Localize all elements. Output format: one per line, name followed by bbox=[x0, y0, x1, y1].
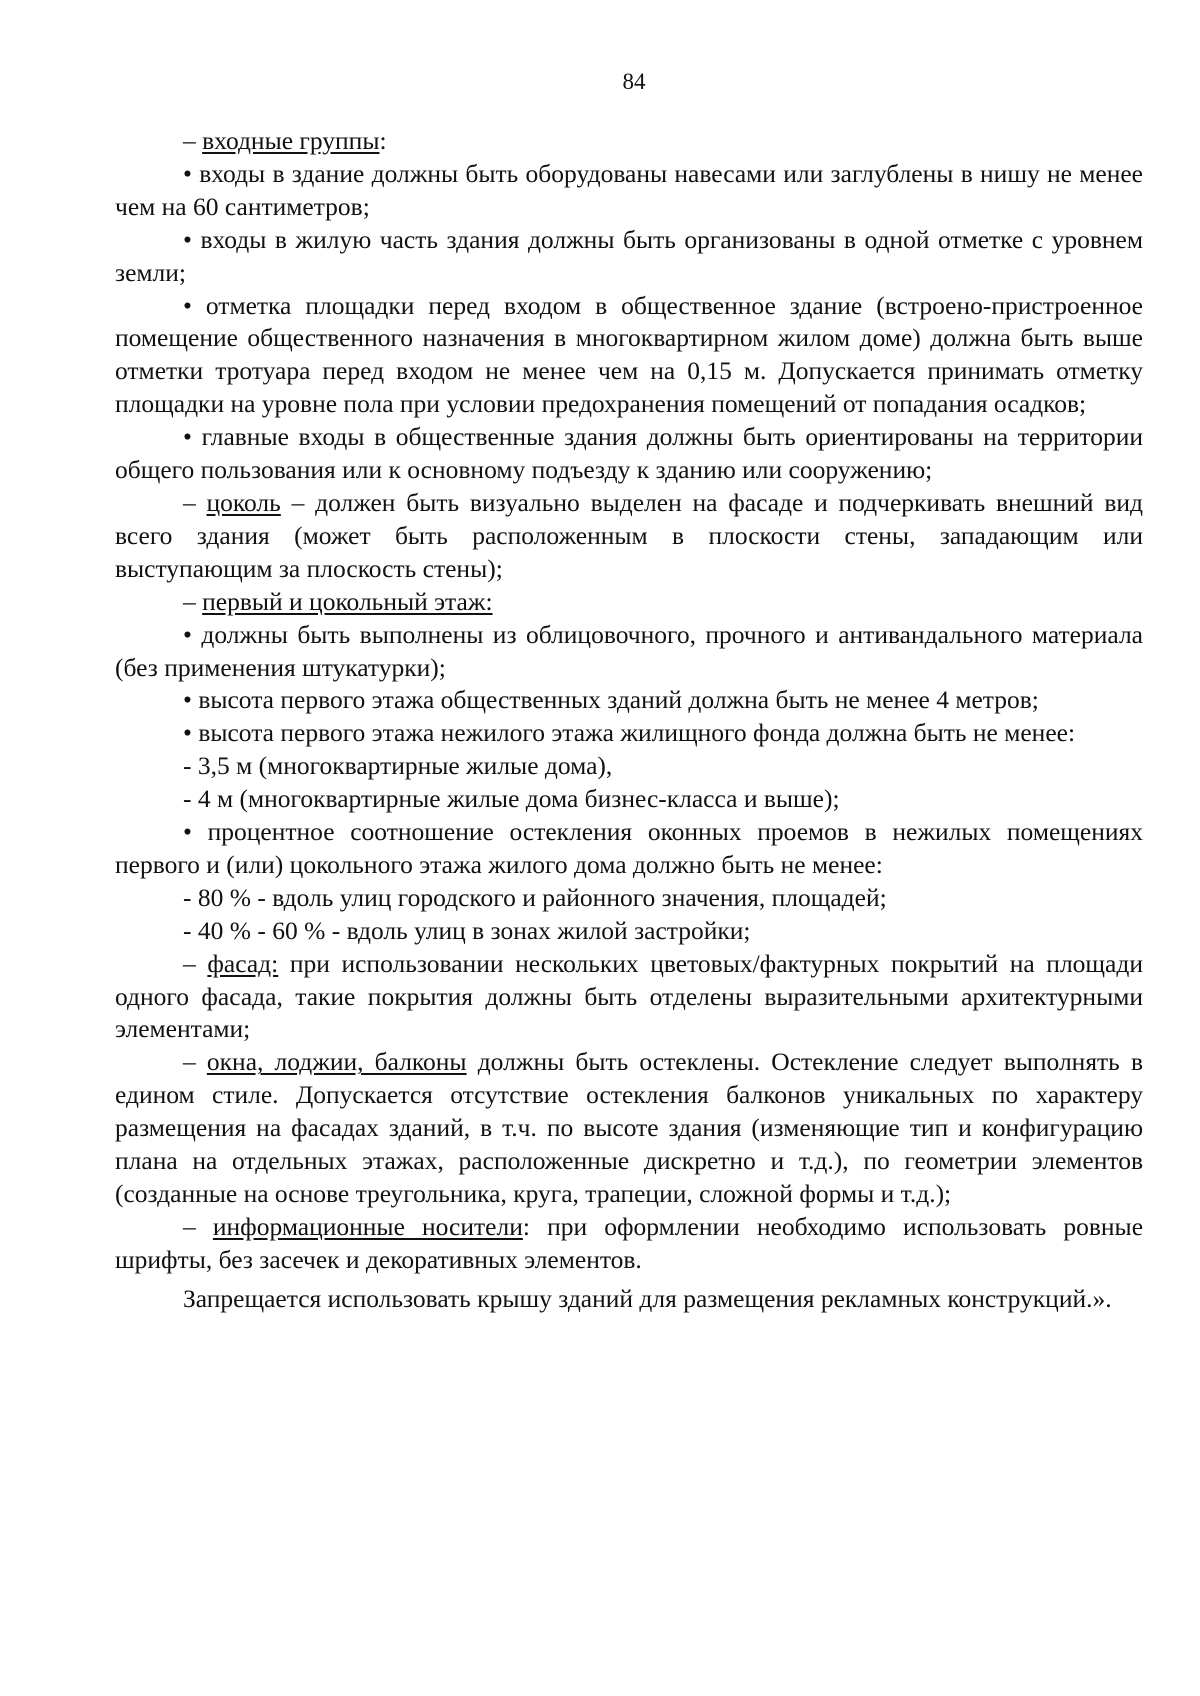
underlined-heading: первый и цокольный этаж: bbox=[202, 586, 493, 616]
paragraph-entrance-groups-heading bbox=[115, 125, 1143, 158]
bullet-text: процентное соотношение остекления оконных проемов в нежилых помещениях первого и (или) цокольного этажа жилого дома должно быть не менее: bbox=[115, 817, 1143, 879]
paragraph-text: при использовании нескольких цветовых/фактурных покрытий на площади одного фасада, такие покрытия должны быть отделены выразительными архитектурными элементами; bbox=[115, 948, 1143, 1044]
bullet-text: высота первого этажа нежилого этажа жилищного фонда должна быть не менее: bbox=[198, 718, 1076, 748]
dash-marker: – bbox=[183, 1047, 207, 1077]
bullet-item bbox=[115, 684, 1143, 717]
bullet-text: должны быть выполнены из облицовочного, прочного и антивандального материала (без применения штукатурки); bbox=[115, 619, 1143, 682]
bullet-marker: • bbox=[183, 224, 201, 254]
bullet-marker: • bbox=[183, 685, 199, 715]
bullet-text: высота первого этажа общественных зданий должна быть не менее 4 метров; bbox=[198, 685, 1039, 715]
underlined-heading: информационные носители bbox=[212, 1211, 523, 1241]
bullet-text: отметка площадки перед входом в общественное здание (встроено-пристроенное помещение общественного назначения в многоквартирном жилом доме) должна быть выше отметки тротуара перед входом не менее чем на 0,15 м. Допускается принимать отметку площадки на уровне пола при условии предохранения помещений от попадания осадков; bbox=[115, 290, 1143, 419]
sub-item: - 4 м (многоквартирные жилые дома бизнес-класса и выше); bbox=[183, 784, 840, 814]
bullet-item bbox=[115, 290, 1143, 422]
bullet-item bbox=[115, 816, 1143, 882]
underlined-heading: входные группы bbox=[202, 126, 380, 155]
bullet-marker: • bbox=[183, 817, 208, 847]
document-body bbox=[115, 125, 1143, 1316]
underlined-heading: фасад: bbox=[207, 948, 279, 978]
sub-item: - 3,5 м (многоквартирные жилые дома), bbox=[183, 751, 613, 781]
paragraph-first-floor-heading bbox=[115, 586, 1143, 619]
paragraph-roof-prohibition: Запрещается использовать крышу зданий для размещения рекламных конструкций.». bbox=[183, 1283, 1112, 1313]
bullet-item bbox=[115, 158, 1143, 224]
dash-marker: – bbox=[183, 586, 203, 616]
paragraph-text: : при оформлении необходимо использовать ровные шрифты, без засечек и декоративных элементов. bbox=[115, 1211, 1144, 1274]
dash-marker: – bbox=[183, 1211, 213, 1241]
bullet-marker: • bbox=[183, 158, 200, 188]
underlined-heading: цоколь bbox=[206, 487, 281, 517]
paragraph-facade bbox=[115, 948, 1143, 1047]
dash-marker: – bbox=[183, 126, 203, 155]
dash-marker: – bbox=[183, 948, 208, 978]
bullet-marker: • bbox=[183, 619, 202, 649]
paragraph-windows bbox=[115, 1046, 1143, 1211]
bullet-item bbox=[115, 619, 1143, 685]
bullet-item bbox=[115, 224, 1143, 290]
bullet-text: входы в жилую часть здания должны быть организованы в одной отметке с уровнем земли; bbox=[115, 224, 1143, 287]
bullet-text: входы в здание должны быть оборудованы навесами или заглублены в нишу не менее чем на 60 сантиметров; bbox=[115, 158, 1143, 221]
bullet-item bbox=[115, 717, 1143, 750]
bullet-text: главные входы в общественные здания должны быть ориентированы на территории общего пользования или к основному подъезду к зданию или сооружению; bbox=[115, 422, 1143, 485]
sub-item: - 40 % - 60 % - вдоль улиц в зонах жилой застройки; bbox=[183, 915, 751, 945]
sub-item: - 80 % - вдоль улиц городского и районного значения, площадей; bbox=[183, 882, 887, 912]
paragraph-text: : bbox=[379, 126, 387, 155]
bullet-marker: • bbox=[183, 422, 202, 452]
page-number: 84 bbox=[622, 69, 646, 94]
paragraph-text: – должен быть визуально выделен на фасаде и подчеркивать внешний вид всего здания (может быть расположенным в плоскости стены, западающим или выступающим за плоскость стены); bbox=[115, 487, 1143, 583]
bullet-marker: • bbox=[183, 290, 206, 320]
underlined-heading: окна, лоджии, балконы bbox=[206, 1047, 467, 1077]
paragraph-text: должны быть остеклены. Остекление следует выполнять в едином стиле. Допускается отсутствие остекления балконов уникальных по характеру размещения на фасадах зданий, в т.ч. по высоте здания (изменяющие тип и конфигурацию плана на отдельных этажах, расположенные дискретно и т.д.), по геометрии элементов (созданные на основе треугольника, круга, трапеции, сложной формы и т.д.); bbox=[115, 1047, 1144, 1208]
bullet-item bbox=[115, 421, 1143, 487]
dash-marker: – bbox=[183, 487, 207, 517]
paragraph-info-carriers bbox=[115, 1211, 1143, 1277]
paragraph-plinth bbox=[115, 487, 1143, 586]
bullet-marker: • bbox=[183, 718, 199, 748]
